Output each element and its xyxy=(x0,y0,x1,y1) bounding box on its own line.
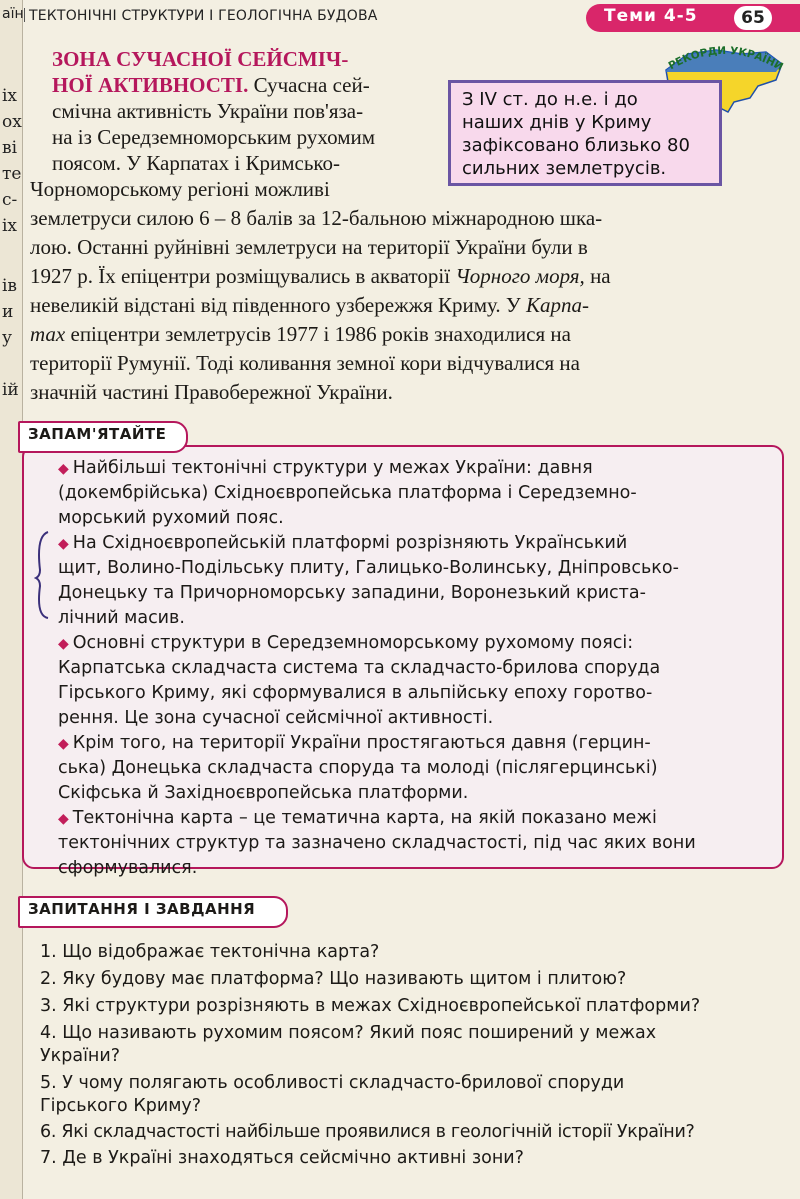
bullet-diamond-icon: ◆ xyxy=(58,736,69,752)
gutter-fragment: и xyxy=(2,302,14,322)
badge-title: РЕКОРДИ УКРАЇНИ xyxy=(666,44,786,74)
record-text: З IV ст. до н.е. і до наших днів у Криму зафіксовано близько 80 сильних землетрусів. xyxy=(462,89,690,179)
para-line: НОЇ АКТИВНОСТІ. Сучасна сей- xyxy=(52,73,370,97)
remember-line: ◆ Найбільші тектонічні структури у межах України: давня xyxy=(58,458,593,478)
gutter-fragment: іх xyxy=(2,216,18,236)
remember-line: Донецьку та Причорноморську западини, Воронезький криста- xyxy=(58,583,646,603)
para-line: лою. Останні руйнівні землетруси на території України були в xyxy=(30,235,588,259)
question-line: 6. Які складчастості найбільше проявилися в геологічній історії України? xyxy=(40,1122,695,1142)
remember-line: Скіфська й Західноєвропейська платформи. xyxy=(58,783,469,803)
remember-line: тектонічних структур та зазначено складчастості, під час яких вони xyxy=(58,833,696,853)
gutter-fragment: у xyxy=(2,328,13,348)
remember-line: ◆ Основні структури в Середземноморському рухомому поясі: xyxy=(58,633,634,653)
para-line: Чорноморському регіоні можливі xyxy=(30,177,330,201)
remember-line: Гірського Криму, які сформувалися в альпійську епоху горотво- xyxy=(58,683,653,703)
bullet-diamond-icon: ◆ xyxy=(58,811,69,827)
remember-title: ЗАПАМ'ЯТАЙТЕ xyxy=(28,425,167,443)
para-line: смічна активність України пов'яза- xyxy=(52,99,364,123)
para-line: на із Середземноморським рухомим xyxy=(52,125,376,149)
para-line: тах епіцентри землетрусів 1977 і 1986 років знаходилися на xyxy=(30,322,571,346)
gutter-fragment: ів xyxy=(2,276,18,296)
running-title: ТЕКТОНІЧНІ СТРУКТУРИ І ГЕОЛОГІЧНА БУДОВА xyxy=(24,8,378,24)
remember-line: Карпатська складчаста система та складчасто-брилова споруда xyxy=(58,658,661,678)
para-line: території Румунії. Тоді коливання земної кори відчувалися на xyxy=(30,351,580,375)
remember-line: щит, Волино-Подільську плиту, Галицько-Волинську, Дніпровсько- xyxy=(58,558,679,578)
question-line: 2. Яку будову має платформа? Що називають щитом і плитою? xyxy=(40,969,627,989)
bullet-diamond-icon: ◆ xyxy=(58,536,69,552)
para-line: 1927 р. Їх епіцентри розміщувались в акваторії Чорного моря, на xyxy=(30,264,611,288)
page-gutter xyxy=(0,0,23,1199)
gutter-fragment: ві xyxy=(2,138,18,158)
gutter-head: аїн xyxy=(2,6,24,22)
questions-title: ЗАПИТАННЯ І ЗАВДАННЯ xyxy=(28,900,256,918)
gutter-fragment: с- xyxy=(2,190,18,210)
para-line: невеликій відстані від південного узбережжя Криму. У Карпа- xyxy=(30,293,589,317)
question-line: 5. У чому полягають особливості складчасто-брилової споруди xyxy=(40,1073,625,1093)
question-line: Гірського Криму? xyxy=(40,1096,202,1116)
remember-line: (докембрійська) Східноєвропейська платформа і Середземно- xyxy=(58,483,637,503)
question-line: 4. Що називають рухомим поясом? Який пояс поширений у межах xyxy=(40,1023,657,1043)
bullet-diamond-icon: ◆ xyxy=(58,461,69,477)
section-heading-line1 xyxy=(52,46,348,72)
remember-line: ◆ На Східноєвропейській платформі розрізняють Український xyxy=(58,533,628,553)
question-line: 3. Які структури розрізняють в межах Східноєвропейської платформи? xyxy=(40,996,701,1016)
remember-line: рення. Це зона сучасної сейсмічної активності. xyxy=(58,708,494,728)
question-line: 7. Де в Україні знаходяться сейсмічно активні зони? xyxy=(40,1148,524,1168)
remember-line: сформувалися. xyxy=(58,858,198,878)
para-line: поясом. У Карпатах і Кримсько- xyxy=(52,151,341,175)
remember-line: ська) Донецька складчаста споруда та молоді (післягерцинські) xyxy=(58,758,658,778)
topics-label: Теми 4-5 xyxy=(604,6,698,26)
gutter-fragment: ох xyxy=(2,112,22,132)
bracket-mark xyxy=(34,530,50,620)
para-line: землетруси силою 6 – 8 балів за 12-бальною міжнародною шка- xyxy=(30,206,603,230)
gutter-fragment: те xyxy=(2,164,22,184)
remember-line: ◆ Тектонічна карта – це тематична карта, на якій показано межі xyxy=(58,808,657,828)
question-line: України? xyxy=(40,1046,121,1066)
remember-line: морський рухомий пояс. xyxy=(58,508,284,528)
gutter-fragment: ій xyxy=(2,380,19,400)
para-line: значній частині Правобережної України. xyxy=(30,380,393,404)
remember-line: ◆ Крім того, на території України простягаються давня (герцин- xyxy=(58,733,651,753)
remember-line: лічний масив. xyxy=(58,608,185,628)
bullet-diamond-icon: ◆ xyxy=(58,636,69,652)
gutter-fragment: іх xyxy=(2,86,18,106)
page-number: 65 xyxy=(734,6,772,30)
section-heading: ЗОНА СУЧАСНОЇ СЕЙСМІЧ- xyxy=(52,47,349,71)
question-line: 1. Що відображає тектонічна карта? xyxy=(40,942,380,962)
